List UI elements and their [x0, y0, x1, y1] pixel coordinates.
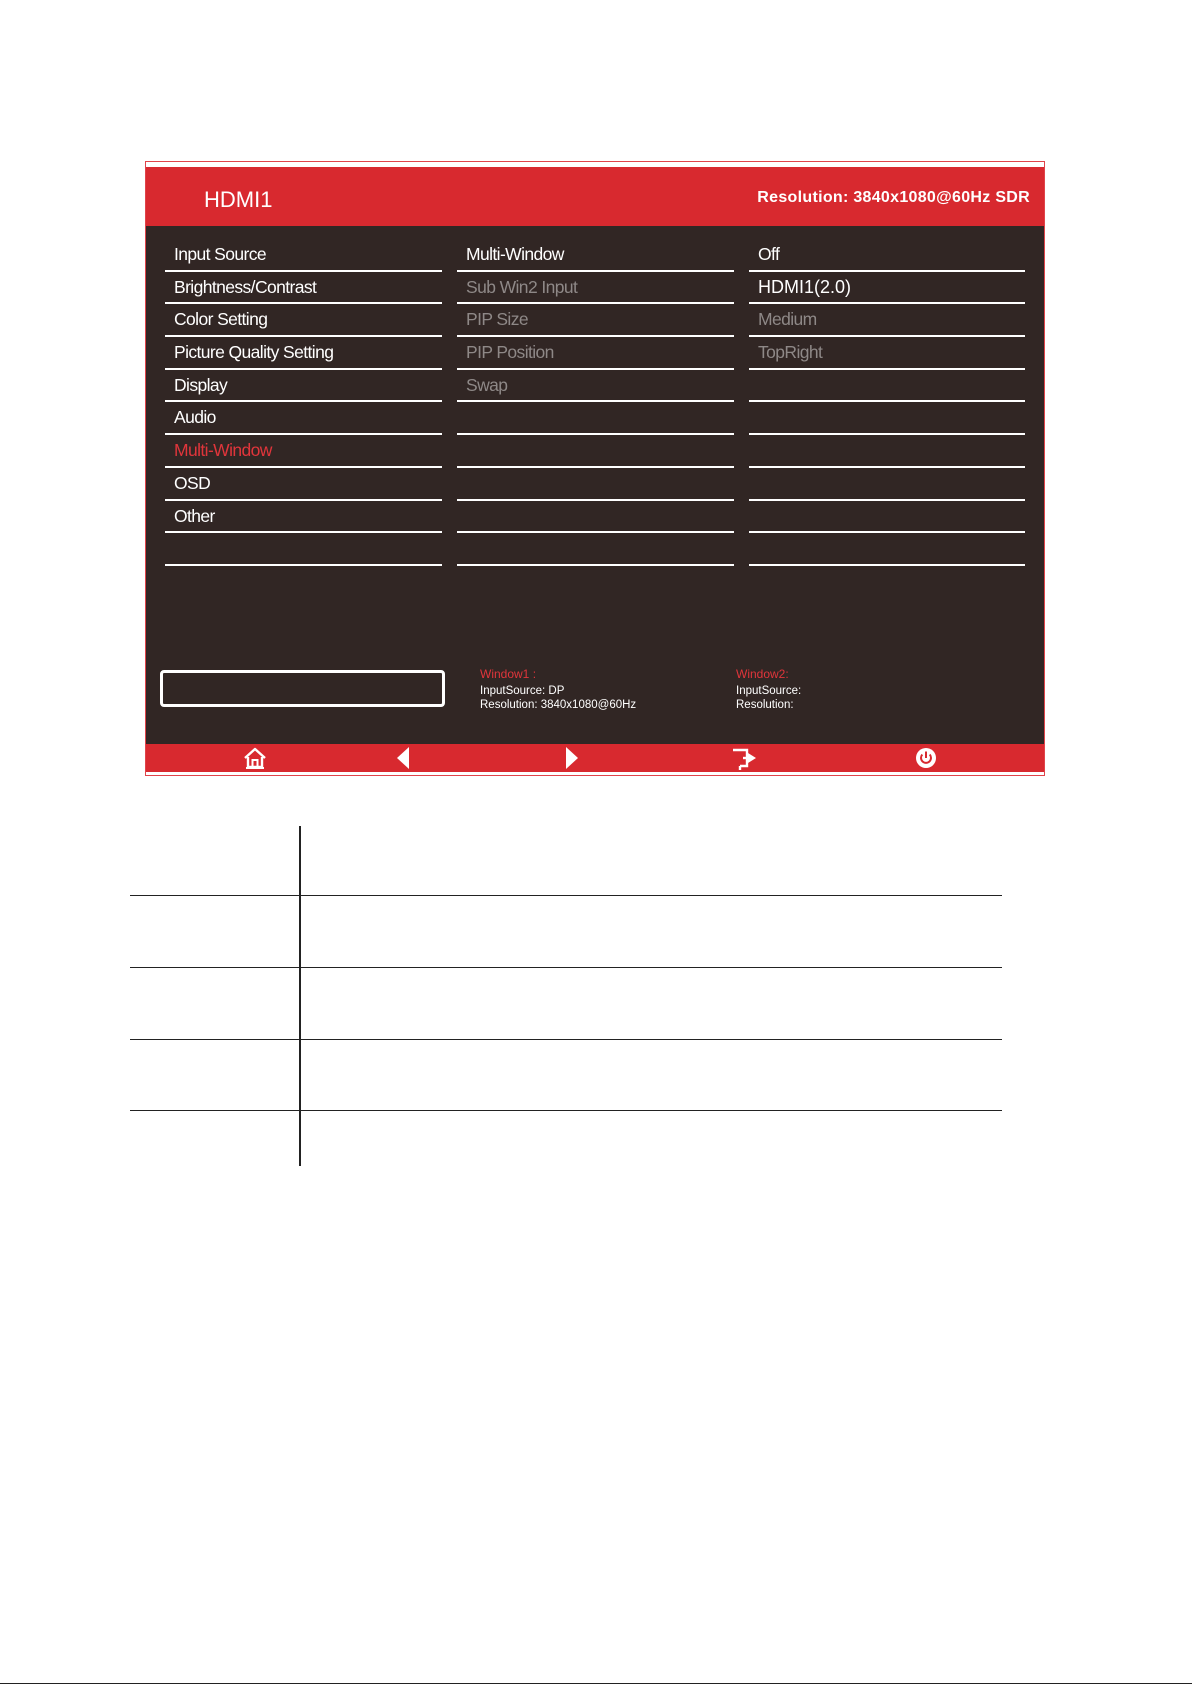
table-row-divider	[130, 1039, 1002, 1040]
osd-panel	[146, 226, 1044, 744]
table-row-divider	[130, 1110, 1002, 1111]
table-row-divider	[130, 967, 1002, 968]
value-pip-size[interactable]: Medium	[749, 304, 1025, 337]
submenu-empty-row	[457, 501, 734, 534]
right-arrow-icon[interactable]	[562, 746, 582, 770]
value-sub-win2-input[interactable]: HDMI1(2.0)	[749, 272, 1025, 305]
current-input-label: HDMI1	[204, 187, 273, 212]
value-empty-row	[749, 533, 1025, 566]
window2-info	[736, 667, 801, 712]
menu-item-empty	[165, 533, 442, 566]
value-multi-window[interactable]: Off	[749, 239, 1025, 272]
home-icon[interactable]	[241, 746, 269, 770]
submenu-item-multi-window[interactable]: Multi-Window	[457, 239, 734, 272]
window1-info	[480, 667, 636, 712]
submenu-item-pip-position[interactable]: PIP Position	[457, 337, 734, 370]
menu-item-color-setting[interactable]: Color Setting	[165, 304, 442, 337]
window1-input-source: InputSource: DP	[480, 685, 565, 697]
window2-resolution: Resolution:	[736, 699, 794, 711]
menu-item-brightness-contrast[interactable]: Brightness/Contrast	[165, 272, 442, 305]
page-footer-rule	[0, 1683, 1192, 1684]
value-empty-row	[749, 402, 1025, 435]
osd-header	[146, 167, 1044, 226]
power-icon[interactable]	[914, 746, 938, 770]
osd-menu	[145, 161, 1045, 776]
menu-item-picture-quality-setting[interactable]: Picture Quality Setting	[165, 337, 442, 370]
submenu-item-swap[interactable]: Swap	[457, 370, 734, 403]
window2-input-source: InputSource:	[736, 685, 802, 697]
window1-resolution: Resolution: 3840x1080@60Hz	[480, 699, 637, 711]
submenu-item-sub-win2-input[interactable]: Sub Win2 Input	[457, 272, 734, 305]
window1-title: Window1 :	[480, 667, 537, 681]
value-empty-row	[749, 468, 1025, 501]
submenu-empty-row	[457, 533, 734, 566]
value-empty-row	[749, 370, 1025, 403]
settings-table	[130, 826, 1002, 1166]
submenu-empty-row	[457, 468, 734, 501]
navigation-bar	[146, 744, 1044, 772]
submenu-empty-row	[457, 435, 734, 468]
selection-highlight	[160, 670, 445, 707]
menu-item-multi-window[interactable]: Multi-Window	[165, 435, 442, 468]
menu-item-osd[interactable]: OSD	[165, 468, 442, 501]
exit-icon[interactable]	[730, 746, 760, 770]
submenu-empty-row	[457, 402, 734, 435]
menu-item-display[interactable]: Display	[165, 370, 442, 403]
value-empty-row	[749, 501, 1025, 534]
left-arrow-icon[interactable]	[393, 746, 413, 770]
menu-item-other[interactable]: Other	[165, 501, 442, 534]
submenu-item-pip-size[interactable]: PIP Size	[457, 304, 734, 337]
value-column	[749, 239, 1025, 566]
submenu	[457, 239, 734, 566]
table-row-divider	[130, 895, 1002, 896]
resolution-label: Resolution: 3840x1080@60Hz SDR	[757, 189, 1030, 206]
table-column-divider	[299, 826, 301, 1166]
value-empty-row	[749, 435, 1025, 468]
menu-item-input-source[interactable]: Input Source	[165, 239, 442, 272]
main-menu	[165, 239, 442, 566]
menu-item-audio[interactable]: Audio	[165, 402, 442, 435]
value-pip-position[interactable]: TopRight	[749, 337, 1025, 370]
window2-title: Window2:	[736, 667, 789, 681]
